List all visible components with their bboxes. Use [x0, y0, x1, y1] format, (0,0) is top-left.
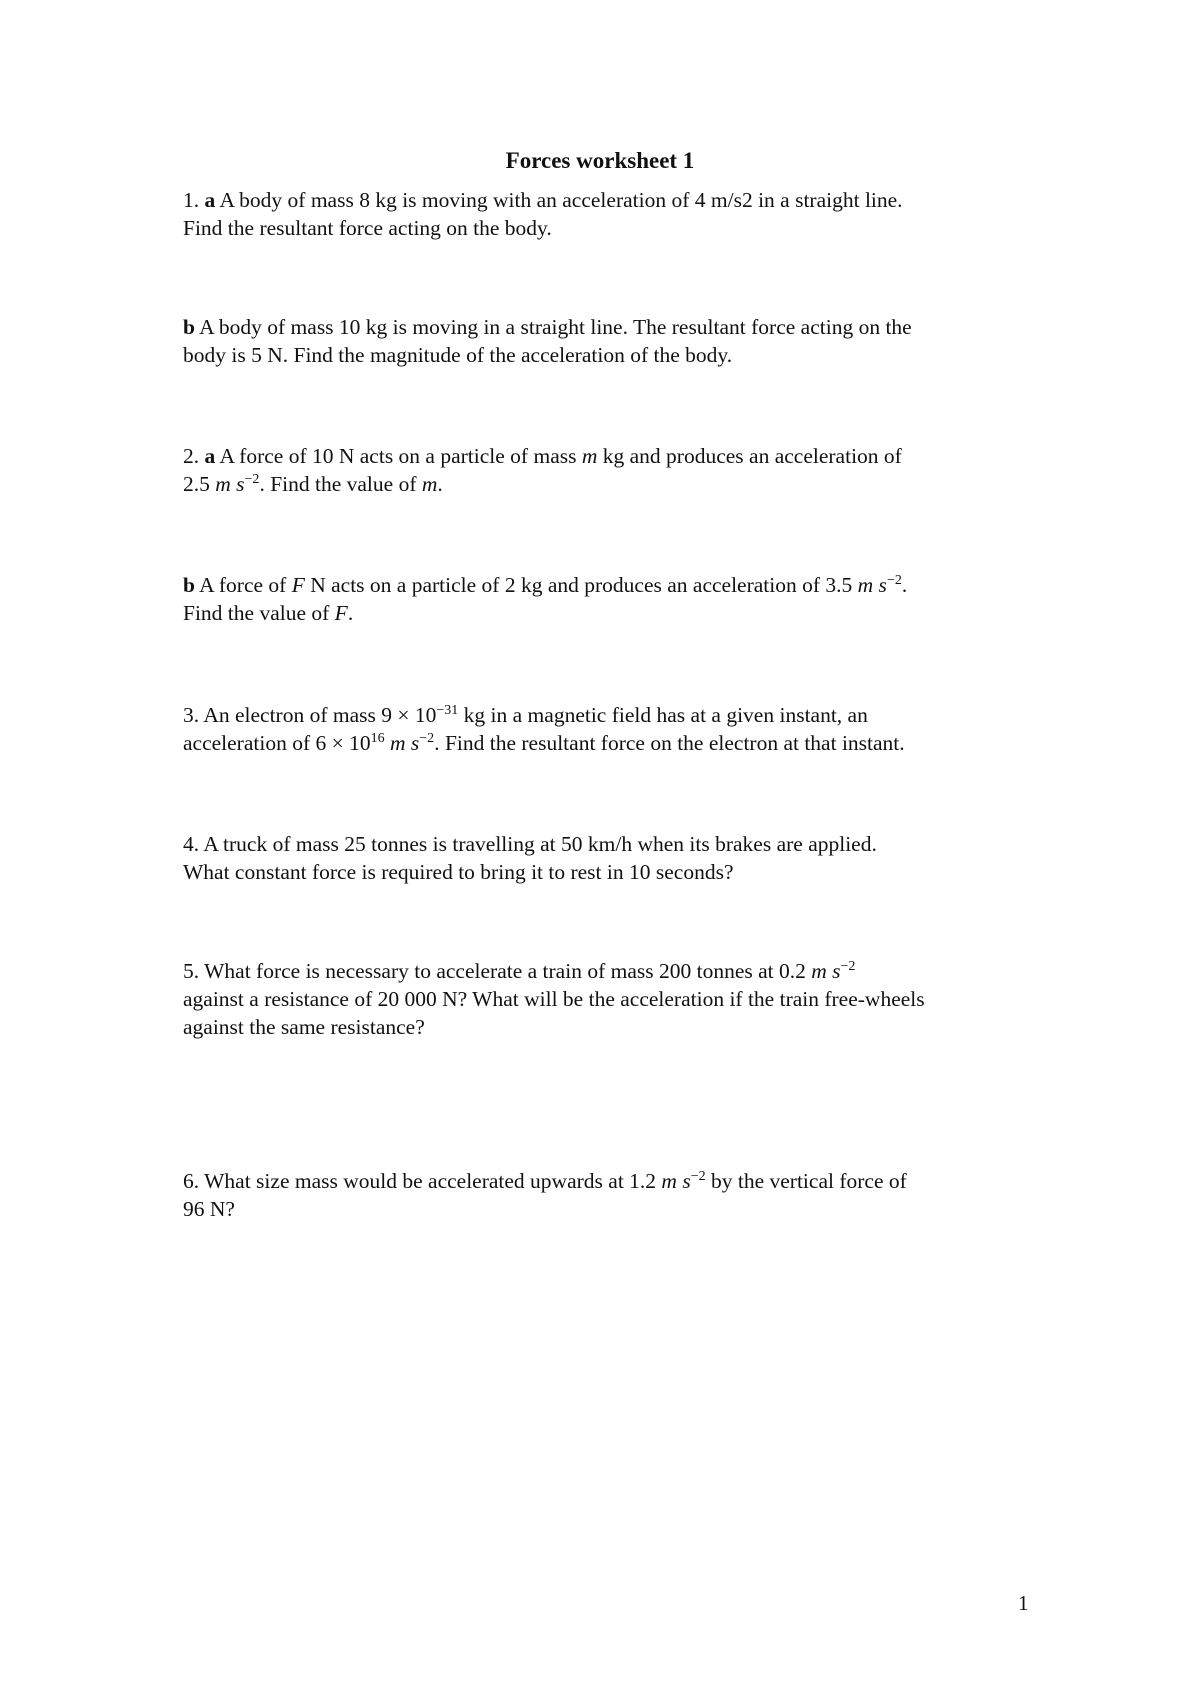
question-1b-line-1 — [183, 313, 1043, 341]
part-label: b — [183, 573, 195, 597]
question-text: A force of — [199, 573, 287, 597]
question-5-line-1 — [183, 957, 1043, 985]
unit-text: m s — [661, 1169, 691, 1193]
question-number: 4. — [183, 832, 200, 856]
unit-text: m s — [215, 472, 245, 496]
page-title: Forces worksheet 1 — [505, 148, 695, 173]
question-1a-line-2: Find the resultant force acting on the body. — [183, 216, 552, 240]
question-6-line-1 — [183, 1167, 1043, 1195]
question-text: A body of mass 8 kg is moving with an acceleration of 4 m/s2 in a straight line. — [219, 188, 903, 212]
question-number: 5. — [183, 959, 200, 983]
question-5-line-2: against a resistance of 20 000 N? What will be the acceleration if the train free-wheels — [183, 987, 925, 1011]
question-text: A body of mass 10 kg is moving in a straight line. The resultant force acting on the — [199, 315, 912, 339]
unit-text: m s — [390, 731, 420, 755]
math-variable: F — [291, 573, 305, 597]
exponent: −31 — [436, 703, 459, 718]
question-text: by the vertical force of — [710, 1169, 907, 1193]
question-2a-line-2 — [183, 470, 1043, 498]
question-text: What force is necessary to accelerate a train of mass 200 tonnes at 0.2 — [204, 959, 806, 983]
math-variable: m — [581, 444, 598, 468]
exponent: −2 — [419, 731, 435, 746]
exponent: −2 — [886, 573, 902, 588]
question-text: . — [901, 573, 908, 597]
question-number: 1. — [183, 188, 200, 212]
question-2a — [183, 442, 1043, 498]
question-text: . Find the resultant force on the electron at that instant. — [434, 731, 905, 755]
question-number: 2. — [183, 444, 200, 468]
question-2a-line-1 — [183, 442, 1043, 470]
question-1a — [183, 186, 1043, 242]
exponent: −2 — [690, 1169, 706, 1184]
question-2b-line-1 — [183, 571, 1043, 599]
question-6-line-2: 96 N? — [183, 1197, 235, 1221]
question-6 — [183, 1167, 1043, 1223]
page-number: 1 — [1018, 1591, 1029, 1615]
question-3-line-1 — [183, 701, 1043, 729]
question-3-line-2 — [183, 729, 1043, 757]
question-text: N acts on a particle of 2 kg and produces an acceleration of 3.5 — [310, 573, 853, 597]
question-1b — [183, 313, 1043, 369]
part-label: a — [204, 188, 216, 212]
question-text: kg and produces an acceleration of — [602, 444, 902, 468]
question-text: . — [347, 601, 354, 625]
question-4 — [183, 830, 1043, 886]
question-4-line-1 — [183, 830, 1043, 858]
question-2b-line-2 — [183, 599, 1043, 627]
question-2b — [183, 571, 1043, 627]
part-label: a — [204, 444, 216, 468]
question-5-line-3: against the same resistance? — [183, 1015, 425, 1039]
unit-text: m s — [857, 573, 887, 597]
exponent: 16 — [370, 731, 385, 746]
part-label: b — [183, 315, 195, 339]
math-variable: F — [334, 601, 348, 625]
question-text: 2.5 — [183, 472, 210, 496]
question-text: A force of 10 N acts on a particle of mass — [219, 444, 577, 468]
math-variable: m — [421, 472, 438, 496]
question-text: kg in a magnetic field has at a given instant, an — [463, 703, 868, 727]
unit-text: m s — [811, 959, 841, 983]
question-text: A truck of mass 25 tonnes is travelling at 50 km/h when its brakes are applied. — [203, 832, 877, 856]
question-text: What size mass would be accelerated upwards at 1.2 — [204, 1169, 657, 1193]
question-4-line-2: What constant force is required to bring it to rest in 10 seconds? — [183, 860, 734, 884]
question-text: An electron of mass 9 × 10 — [203, 703, 437, 727]
exponent: −2 — [840, 959, 856, 974]
question-3 — [183, 701, 1043, 757]
question-text: . — [437, 472, 443, 496]
question-number: 3. — [183, 703, 200, 727]
exponent: −2 — [244, 472, 260, 487]
question-text: . Find the value of — [259, 472, 417, 496]
question-1a-line-1 — [183, 186, 1043, 214]
question-number: 6. — [183, 1169, 200, 1193]
question-text: acceleration of 6 × 10 — [183, 731, 371, 755]
question-text: Find the value of — [183, 601, 330, 625]
question-5 — [183, 957, 1043, 1041]
question-1b-line-2: body is 5 N. Find the magnitude of the acceleration of the body. — [183, 343, 733, 367]
